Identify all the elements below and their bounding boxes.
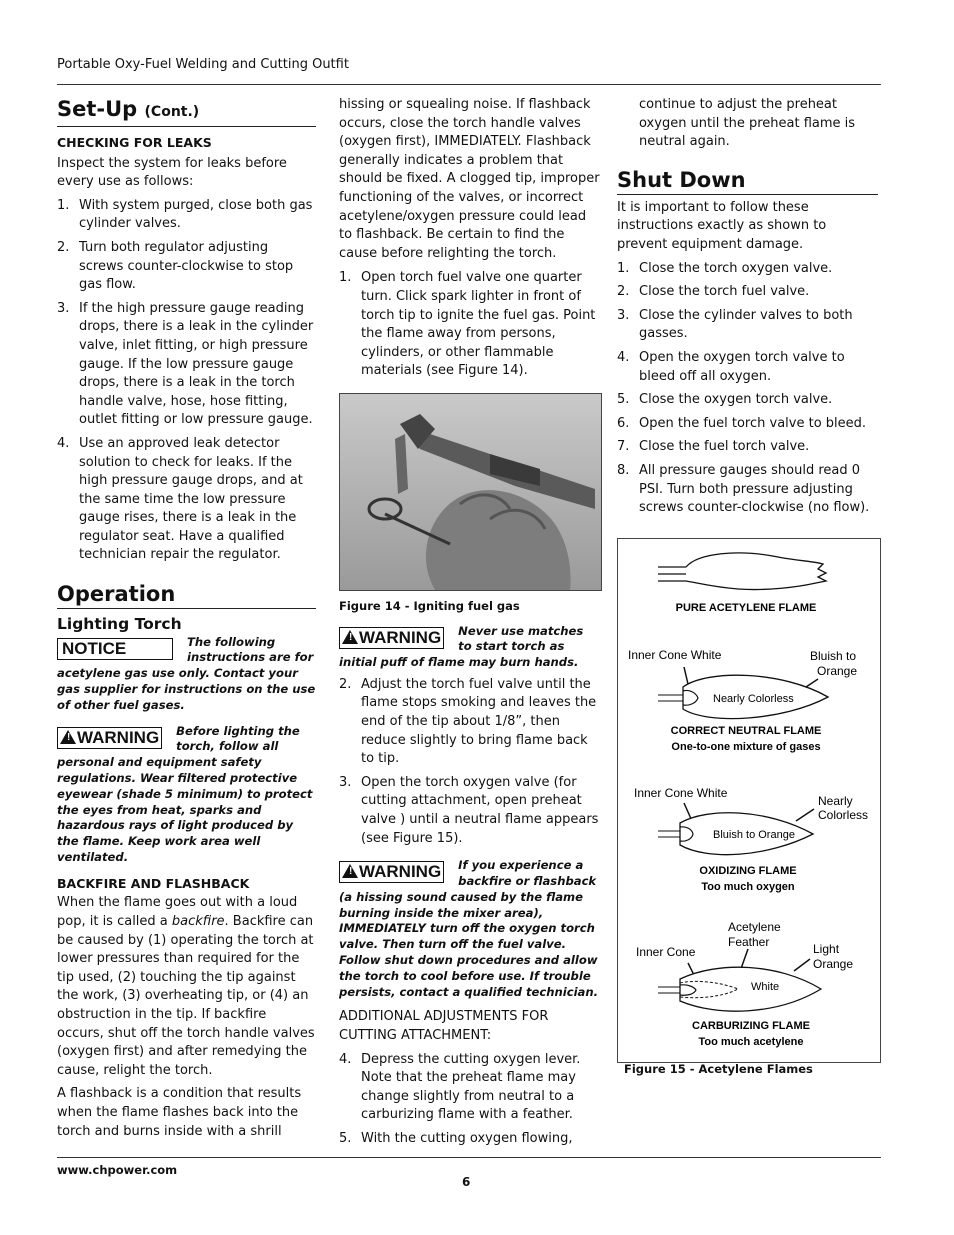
list-item: 2. Adjust the torch fuel valve until the flame stops smoking and leaves the end of the tip about 1/8”, then reduce slightly to bring flame back to tip. — [339, 676, 597, 767]
figure-14-caption: Figure 14 - Igniting fuel gas — [339, 598, 520, 613]
footer-rule — [57, 1157, 881, 1158]
list-item: 4. Open the oxygen torch valve to bleed off all oxygen. — [617, 349, 845, 384]
shutdown-intro: It is important to follow these instructions exactly as shown to prevent equipment damage. — [617, 199, 827, 252]
list-item: 5. With the cutting oxygen flowing, — [339, 1130, 573, 1146]
warning-triangle-icon: ! — [60, 730, 76, 744]
neutral-center-label: Nearly Colorless — [713, 693, 794, 705]
oxidizing-inner-label: Inner Cone White — [634, 786, 728, 800]
carburizing-flame — [636, 920, 853, 1048]
footer-url: www.chpower.com — [57, 1163, 178, 1177]
oxidizing-title: OXIDIZING FLAME — [699, 865, 797, 877]
warning-triangle-icon: ! — [342, 630, 358, 644]
warning-text-1: Before lighting the torch, follow all personal and equipment safety regulations. Wear filtered protective eyewear (shade 5 minimum) to protect the eyes from heat, sparks and hazardous rays of light produced by the flame. Keep work area well ventilated. — [57, 723, 313, 865]
list-item: 4. Use an approved leak detector solution to check for leaks. If the high pressure gauge drops, and at the same time the low pressure gauge rises, there is a leak in the regulator seat. Have a qualified technician repair the regulator. — [57, 435, 303, 563]
column-1 — [57, 96, 316, 1141]
warning-badge: ! WARNING — [339, 627, 444, 649]
pure-acetylene-flame — [658, 553, 826, 614]
continue-paragraph: continue to adjust the preheat oxygen until the preheat flame is neutral again. — [639, 97, 856, 150]
additional-adjustments: ADDITIONAL ADJUSTMENTS FOR CUTTING ATTACHMENT: — [339, 1009, 549, 1043]
warning-text-3: If you experience a backfire or flashback (a hissing sound caused by the flame burning inside the mixer area), IMMEDIATELY turn off the oxygen torch valve. Then turn off the fuel valve. Follow shut down procedures and allow the torch to cool before use. If trouble persists, contact a qualified technician. — [339, 858, 599, 999]
carb-center-label: White — [751, 981, 780, 993]
list-item: 1. With system purged, close both gas cylinder valves. — [57, 197, 313, 232]
oxidizing-flame — [634, 786, 868, 893]
notice-block — [57, 635, 316, 714]
list-item: 3. If the high pressure gauge reading drops, there is a leak in the cylinder valve, inlet fitting, or high pressure gauge. If the low pressure gauge drops, there is a leak in the torch handle valve, hose, hose fitting, outlet fitting or low pressure gauge. — [57, 300, 314, 428]
shutdown-heading: Shut Down — [617, 167, 878, 195]
list-item: 6. Open the fuel torch valve to bleed. — [617, 415, 867, 431]
figure-15-caption: Figure 15 - Acetylene Flames — [624, 1062, 813, 1076]
setup-heading — [57, 96, 316, 127]
flashback-paragraph-b: hissing or squealing noise. If flashback occurs, close the torch handle valves (oxygen first), IMMEDIATELY. Flashback generally indicates a problem that should be fixed. A clogged tip, improper functioning of the valves, or incorrect acetylene/oxygen pressure could lead to flashback. Be certain to find the cause before relighting the torch. — [339, 97, 600, 261]
oxidizing-nearly-label: Nearly — [818, 794, 853, 808]
backfire-heading: BACKFIRE AND FLASHBACK — [57, 875, 250, 891]
carb-inner-label: Inner Cone — [636, 945, 696, 959]
warning-block-3 — [339, 858, 600, 1000]
warning-block-2 — [339, 624, 600, 671]
neutral-inner-label: Inner Cone White — [628, 648, 722, 662]
pure-flame-label: PURE ACETYLENE FLAME — [675, 602, 817, 614]
flashback-paragraph-a: A flashback is a condition that results when the flame flashes back into the torch and burns inside with a shrill — [57, 1086, 302, 1139]
figure-15-frame — [617, 538, 881, 1063]
cutting-steps — [339, 1051, 600, 1149]
lighting-torch-heading: Lighting Torch — [57, 615, 182, 634]
checking-intro: Inspect the system for leaks before every use as follows: — [57, 155, 287, 190]
backfire-paragraph: When the flame goes out with a loud pop, it is called a backfire. Backfire can be caused by (1) operating the torch at lower pressures than required for the tip used, (2) touching the tip against the work, (3) overheating tip, or (4) an obstruction in the tip. If backfire occurs, shut off the torch handle valves (oxygen first) and after remedying the cause, relight the torch. — [57, 895, 315, 1078]
warning-block-1 — [57, 724, 316, 866]
list-item: 5. Close the oxygen torch valve. — [617, 392, 833, 408]
list-item: 3. Close the cylinder valves to both gasses. — [617, 307, 853, 342]
acetylene-flames-diagram — [618, 539, 880, 1062]
page-number: 6 — [462, 1175, 471, 1189]
list-item: 1. Close the torch oxygen valve. — [617, 260, 833, 276]
carb-feather-label: Feather — [728, 935, 770, 949]
warning-badge: ! WARNING — [57, 727, 162, 749]
notice-badge: NOTICE — [57, 638, 173, 660]
carb-title: CARBURIZING FLAME — [692, 1020, 810, 1032]
running-header: Portable Oxy-Fuel Welding and Cutting Outfit — [57, 57, 349, 72]
list-item: 2. Close the torch fuel valve. — [617, 284, 810, 300]
shutdown-steps — [617, 260, 878, 518]
warning-text-2: Never use matches to start torch as initial puff of flame may burn hands. — [339, 623, 584, 670]
lighting-steps-a — [339, 269, 600, 381]
list-item: 8. All pressure gauges should read 0 PSI. Turn both pressure adjusting screws counter-clockwise (no flow). — [617, 462, 870, 516]
neutral-orange-label: Orange — [817, 664, 858, 678]
neutral-title: CORRECT NEUTRAL FLAME — [670, 725, 822, 737]
list-item: 2. Turn both regulator adjusting screws counter-clockwise to stop gas flow. — [57, 239, 294, 293]
oxidizing-subtitle: Too much oxygen — [701, 881, 795, 893]
warning-triangle-icon: ! — [342, 864, 358, 878]
carb-acetylene-label: Acetylene — [728, 920, 781, 934]
list-item: 7. Close the fuel torch valve. — [617, 439, 810, 455]
leak-steps — [57, 197, 316, 565]
column-3 — [617, 96, 878, 518]
header-rule — [57, 84, 881, 85]
neutral-bluish-label: Bluish to — [810, 649, 857, 663]
figure-14-photo — [339, 393, 602, 591]
igniting-fuel-gas-image — [340, 394, 601, 590]
column-2 — [339, 96, 600, 1149]
oxidizing-center-label: Bluish to Orange — [713, 829, 795, 841]
setup-cont: (Cont.) — [144, 104, 200, 120]
carb-light-label: Light — [813, 942, 840, 956]
neutral-subtitle: One-to-one mixture of gases — [671, 741, 821, 753]
notice-text: The following instructions are for acetylene gas use only. Contact your gas supplier for instructions on the use of other fuel gases. — [57, 634, 316, 712]
carb-orange-label: Orange — [813, 957, 854, 971]
operation-heading: Operation — [57, 581, 316, 609]
list-item: 3. Open the torch oxygen valve (for cutting attachment, open preheat valve ) until a neutral flame appears (see Figure 15). — [339, 774, 599, 846]
carb-subtitle: Too much acetylene — [698, 1036, 804, 1048]
list-item: 1. Open torch fuel valve one quarter turn. Click spark lighter in front of torch tip to ignite the fuel gas. Point the flame away from persons, cylinders, or other flammable materials (see Figure 14). — [339, 270, 596, 379]
setup-title: Set-Up — [57, 97, 138, 121]
checking-leaks-heading: CHECKING FOR LEAKS — [57, 135, 212, 150]
oxidizing-colorless-label: Colorless — [818, 808, 869, 822]
list-item: 4. Depress the cutting oxygen lever. Note that the preheat flame may change slightly from neutral to a carburizing flame with a feather. — [339, 1051, 581, 1123]
lighting-steps-b — [339, 676, 600, 848]
warning-badge: ! WARNING — [339, 861, 444, 883]
neutral-flame — [628, 648, 857, 753]
